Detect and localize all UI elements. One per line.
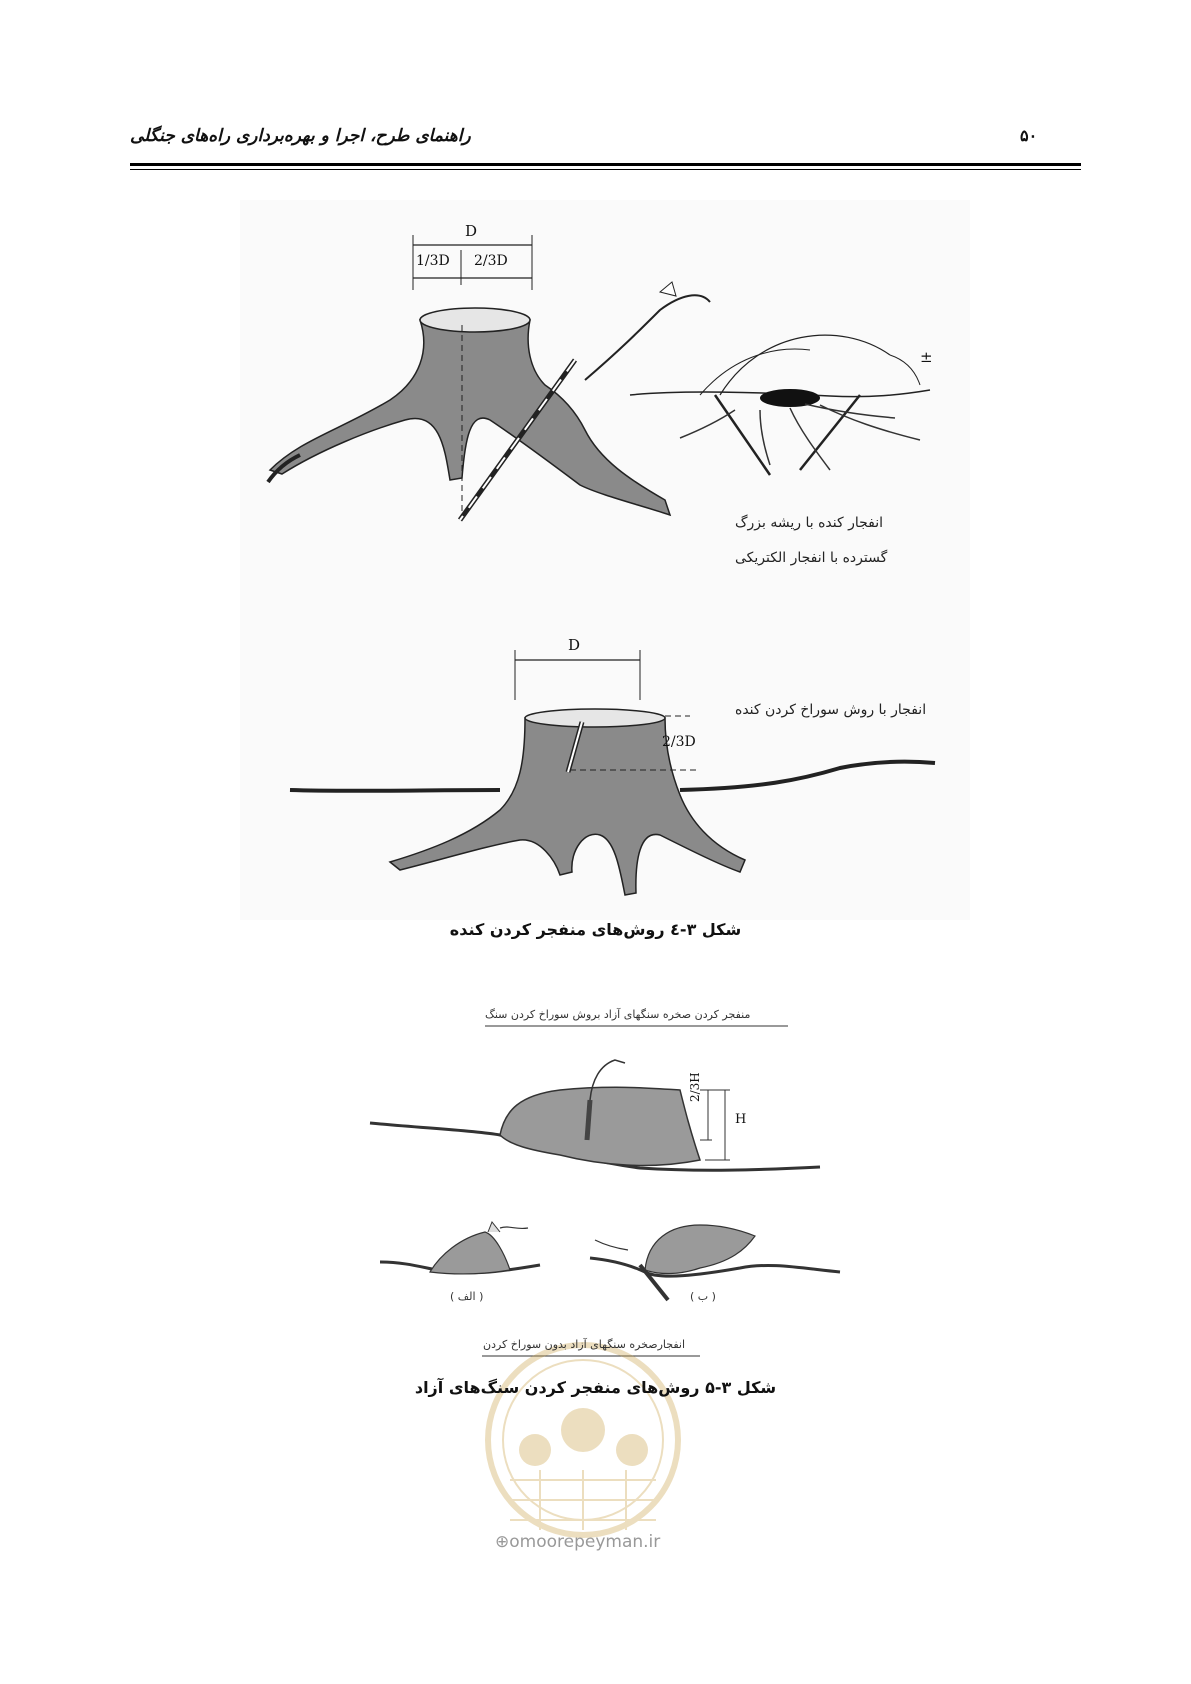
watermark-url: omoorepeyman.ir (509, 1532, 661, 1552)
large-root-label-line1: انفجار کنده با ریشه بزرگ (735, 515, 884, 531)
rock-drilled-illustration (370, 1060, 820, 1170)
hole-method-label: انفجار با روش سوراخ کردن کنده (735, 702, 927, 718)
watermark-text-row (495, 1532, 660, 1552)
rock-height-label: H (735, 1112, 747, 1127)
stump-illustration-bottom (290, 650, 935, 895)
rock-undrilled-b-illustration (590, 1225, 840, 1300)
large-root-stump-diagram (630, 335, 930, 475)
stump-one-third-label: 1/3D (416, 253, 450, 269)
rock-label-b: ( ب ) (690, 1290, 716, 1303)
running-header-title: راهنمای طرح، اجرا و بهره‌برداری راه‌های جنگلی (130, 126, 471, 146)
stump-depth-label: 2/3D (662, 734, 696, 750)
plus-minus-symbol: ± (920, 348, 933, 366)
stump-diameter-label: D (465, 222, 478, 240)
figure-caption-rock: شکل ۳-۵ روش‌های منفجر کردن سنگ‌های آزاد (414, 1378, 777, 1397)
rock-undrilled-title: انفجارصخره سنگهای آزاد بدون سوراخ کردن (483, 1338, 686, 1351)
globe-icon: ⊕ (495, 1532, 510, 1552)
watermark-seal (488, 1345, 678, 1535)
rock-undrilled-a-illustration (380, 1222, 540, 1274)
page-number: ۵۰ (1020, 126, 1038, 145)
stump-bottom-diameter-label: D (568, 636, 581, 654)
large-root-label-line2: گسترده با انفجار الکتریکی (735, 550, 888, 566)
stump-illustration-top (268, 235, 710, 520)
figure-caption-stump: شکل ۳-٤ روش‌های منفجر کردن کنده (449, 920, 742, 939)
rock-drilled-title: منفجر کردن صخره سنگهای آزاد بروش سوراخ کردن سنگ (485, 1008, 751, 1021)
rock-depth-label: 2/3H (688, 1072, 702, 1102)
stump-two-third-label: 2/3D (474, 253, 508, 269)
rock-label-a: ( الف ) (450, 1290, 484, 1303)
